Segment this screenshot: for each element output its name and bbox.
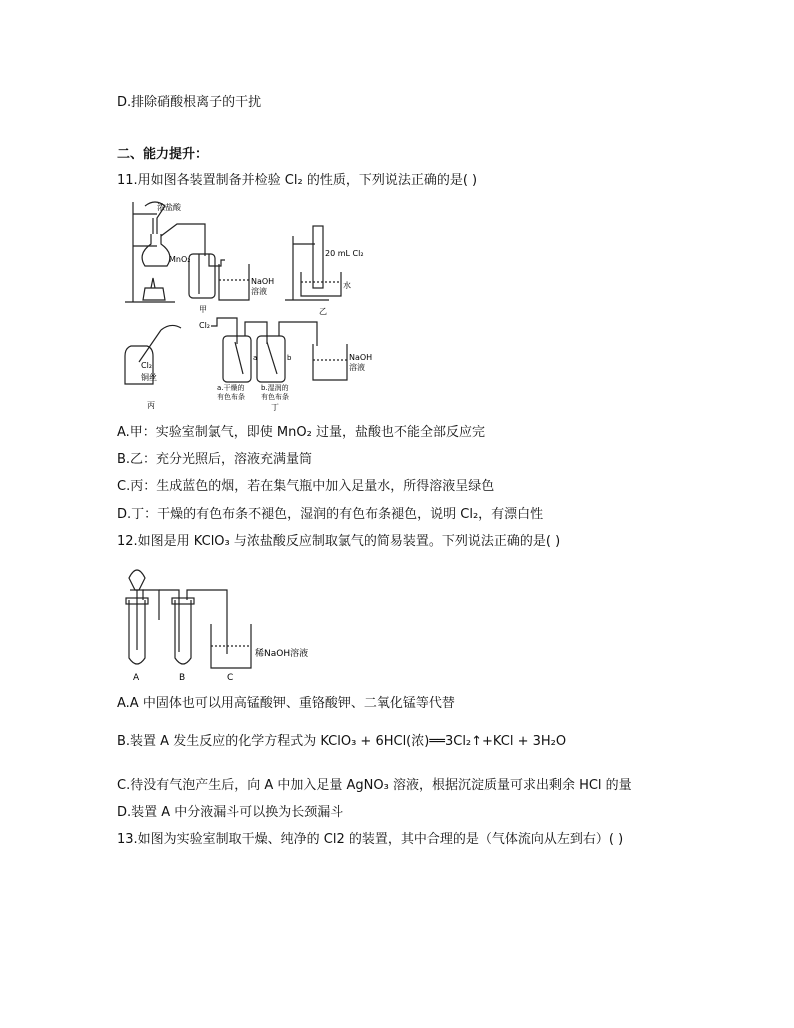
q11-option-b: B.乙：充分光照后，溶液充满量筒	[117, 452, 313, 467]
q12-option-a: A.A 中固体也可以用高锰酸钾、重铬酸钾、二氧化锰等代替	[117, 696, 455, 711]
q11-option-d: D.丁：干燥的有色布条不褪色，湿润的有色布条褪色，说明 Cl₂，有漂白性	[117, 507, 544, 522]
label-dilute-naoh: 稀NaOH溶液	[255, 649, 309, 659]
q11-option-a: A.甲：实验室制氯气，即使 MnO₂ 过量，盐酸也不能全部反应完	[117, 425, 485, 440]
label-solution-2: 溶液	[349, 363, 365, 372]
label-b-tube: B	[179, 673, 186, 682]
label-yi: 乙	[319, 307, 327, 316]
label-b: b	[287, 354, 292, 362]
q12-option-b: B.装置 A 发生反应的化学方程式为 KClO₃ + 6HCl(浓)══3Cl₂↑+KCl + 3H₂O	[117, 734, 567, 749]
label-b-desc-1: b.湿润的	[261, 384, 289, 392]
label-c-beaker: C	[227, 673, 234, 682]
q12-option-d: D.装置 A 中分液漏斗可以换为长颈漏斗	[117, 805, 344, 820]
q12-option-c: C.待没有气泡产生后，向 A 中加入足量 AgNO₃ 溶液，根据沉淀质量可求出剩余 HCl 的量	[117, 778, 632, 793]
label-cl2-volume: 20 mL Cl₂	[325, 249, 364, 258]
label-cl2-inlet: Cl₂	[199, 321, 211, 330]
label-conc-hcl: 浓盐酸	[157, 203, 181, 212]
label-solution-1: 溶液	[251, 287, 267, 296]
question-13: 13.如图为实验室制取干燥、纯净的 Cl2 的装置，其中合理的是（气体流向从左到右）( )	[117, 832, 624, 847]
label-jia: 甲	[199, 305, 207, 314]
label-copper-wire: 铜丝	[141, 373, 157, 382]
label-b-desc-2: 有色布条	[261, 393, 289, 401]
label-bing: 丙	[147, 401, 155, 410]
section-heading: 二、能力提升：	[117, 147, 209, 162]
label-ding: 丁	[271, 403, 279, 412]
q12-apparatus-figure	[117, 560, 337, 682]
q11-apparatus-figure	[117, 196, 387, 414]
label-cl2-bing: Cl₂	[141, 361, 153, 370]
q11-option-c: C.丙：生成蓝色的烟，若在集气瓶中加入足量水，所得溶液呈绿色	[117, 479, 495, 494]
label-a: a	[253, 354, 258, 362]
label-a-desc-1: a.干燥的	[217, 384, 245, 392]
label-naoh-1: NaOH	[251, 277, 275, 286]
label-a-desc-2: 有色布条	[217, 393, 245, 401]
label-a-tube: A	[133, 673, 140, 682]
option-d-previous: D.排除硝酸根离子的干扰	[117, 95, 262, 110]
question-12: 12.如图是用 KClO₃ 与浓盐酸反应制取氯气的简易装置。下列说法正确的是( )	[117, 534, 561, 549]
label-mno2: MnO₂	[169, 255, 191, 264]
label-water: 水	[343, 281, 351, 290]
question-11: 11.用如图各装置制备并检验 Cl₂ 的性质，下列说法正确的是( )	[117, 173, 478, 188]
label-naoh-2: NaOH	[349, 353, 373, 362]
